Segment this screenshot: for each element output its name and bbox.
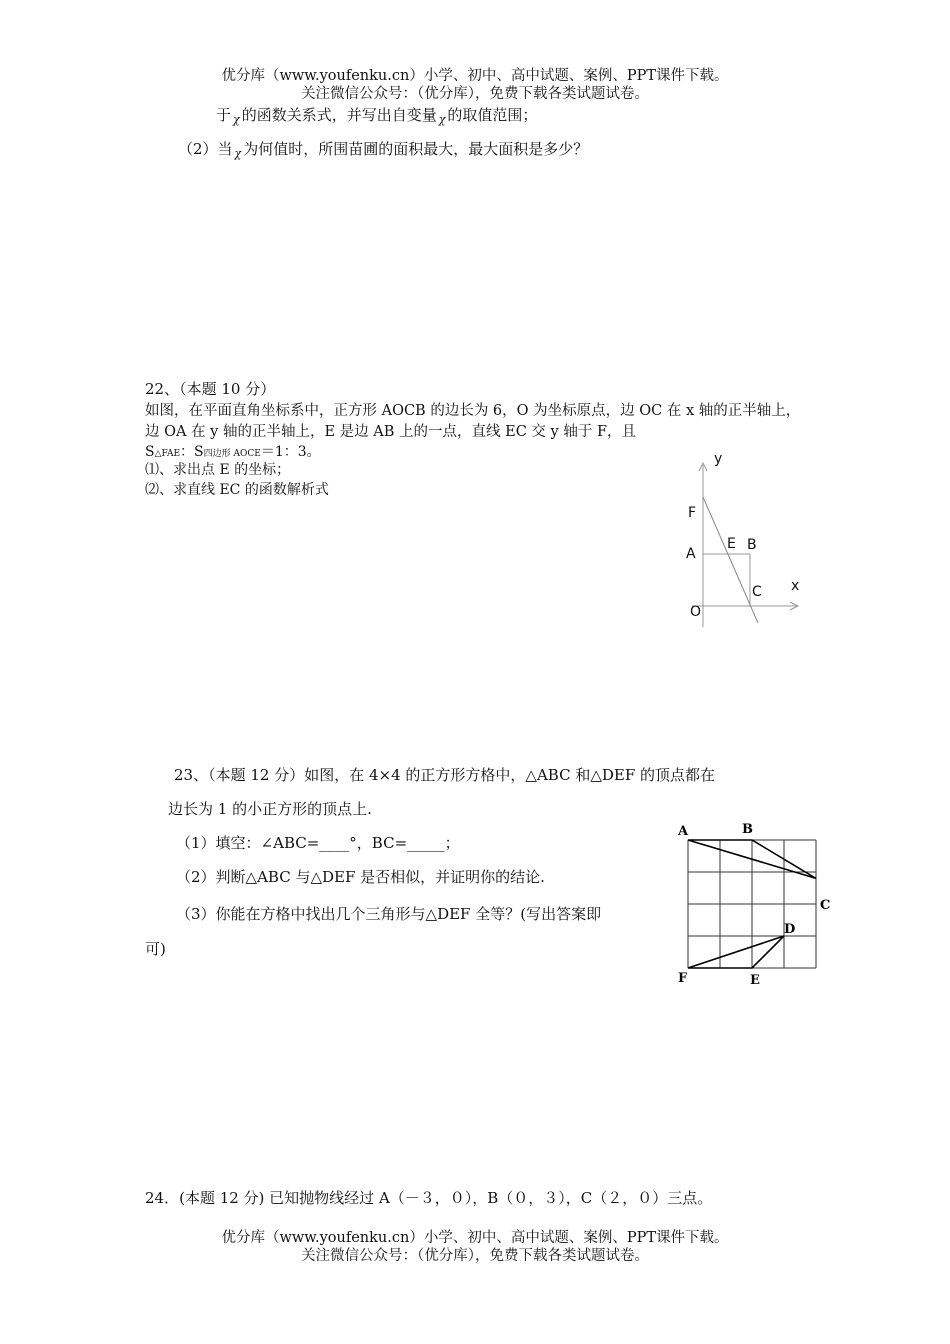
footer-line-2: 关注微信公众号：（优分库），免费下载各类试题试卷。: [301, 1248, 649, 1264]
triangle-def: [688, 936, 784, 968]
label-f: F: [678, 971, 688, 986]
q21-line1: 于 $_\chi$ 的函数关系式，并写出自变量 $_\chi$ 的取值范围；: [216, 106, 538, 126]
q24-text: 24．(本题 12 分) 已知抛物线经过 A（－３，０），B（０，３），C（２，０）三点。: [145, 1189, 713, 1207]
q22-ratio: S△FAE：S四边形 AOCE＝1：3。: [145, 444, 321, 460]
q23-part3-cont: 可): [145, 940, 166, 958]
q22-line2: 边 OA 在 y 轴的正半轴上，E 是边 AB 上的一点，直线 EC 交 y 轴于 F，且: [145, 424, 637, 440]
label-y: y: [714, 451, 723, 467]
header-line-2: 关注微信公众号：（优分库），免费下载各类试题试卷。: [301, 86, 649, 102]
q22-part1: ⑴、求出点 E 的坐标；: [145, 462, 291, 478]
label-c: C: [820, 898, 831, 913]
label-o: O: [690, 604, 702, 620]
q21-part2: （2）当 $_\chi$ 为何值时，所围苗圃的面积最大，最大面积是多少？: [178, 140, 589, 160]
q23-part1: （1）填空：∠ABC=____°，BC=_____；: [176, 834, 460, 852]
square-aocb: [703, 554, 750, 606]
q22-title: 22、（本题 10 分）: [145, 380, 276, 398]
q23-part3: （3）你能在方格中找出几个三角形与△DEF 全等？(写出答案即: [176, 905, 602, 923]
q23-line1: 23、（本题 12 分）如图，在 4×4 的正方形方格中，△ABC 和△DEF 的顶点都在: [174, 766, 716, 784]
chi-variable: χ: [233, 113, 240, 126]
chi-variable: χ: [234, 147, 242, 160]
label-e: E: [727, 536, 736, 552]
label-f: F: [688, 505, 697, 521]
q22-line1: 如图，在平面直角坐标系中，正方形 AOCB 的边长为 6，O 为坐标原点，边 OC 在 x 轴的正半轴上，: [145, 403, 801, 419]
label-a: A: [686, 546, 696, 562]
label-d: D: [784, 922, 796, 937]
q23-part2: （2）判断△ABC 与△DEF 是否相似，并证明你的结论.: [176, 868, 545, 886]
chi-variable: χ: [438, 113, 446, 126]
label-b: B: [747, 537, 757, 553]
footer-line-1: 优分库（www.youfenku.cn）小学、初中、高中试题、案例、PPT课件下载。: [221, 1230, 729, 1246]
label-c: C: [752, 584, 762, 600]
label-x: x: [791, 578, 800, 594]
label-e: E: [750, 973, 760, 988]
label-b: B: [742, 822, 753, 837]
label-a: A: [678, 824, 689, 839]
q22-part2: ⑵、求直线 EC 的函数解析式: [145, 482, 329, 498]
q22-coordinate-figure: [670, 445, 815, 635]
header-line-1: 优分库（www.youfenku.cn）小学、初中、高中试题、案例、PPT课件下载。: [221, 68, 729, 84]
q23-grid-figure: [672, 818, 842, 993]
q23-line2: 边长为 1 的小正方形的顶点上.: [168, 800, 372, 818]
